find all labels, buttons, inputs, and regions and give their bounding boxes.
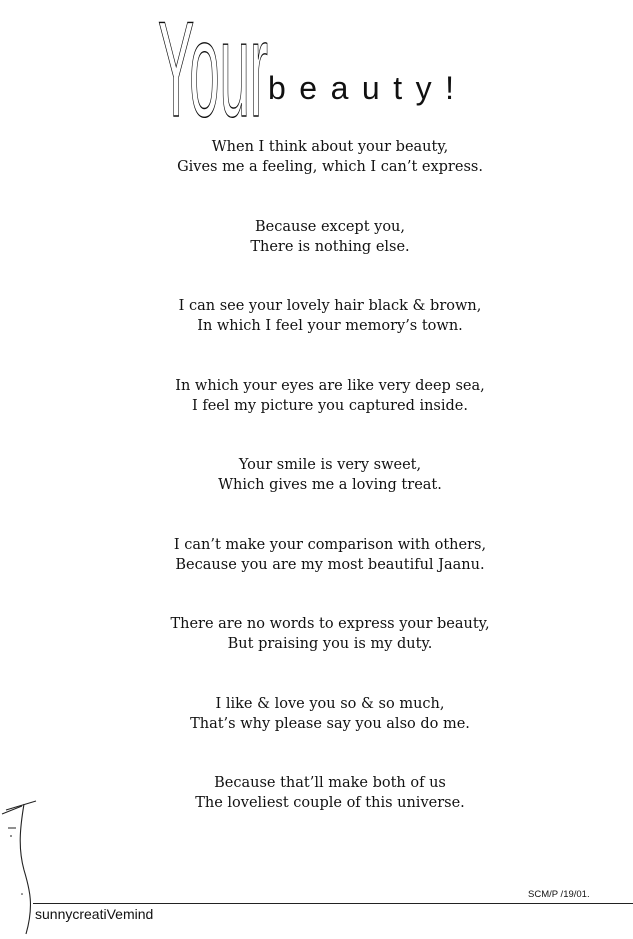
poem-line: Because you are my most beautiful Jaanu. [175, 556, 485, 573]
document-code: SCM/P /19/01. [528, 889, 590, 900]
stanza [0, 137, 633, 177]
footer-divider [33, 903, 633, 904]
poem-line: In which your eyes are like very deep sea, [175, 377, 485, 394]
poem-line: In which I feel your memory’s town. [197, 318, 463, 334]
poem-line: There is nothing else. [250, 238, 410, 255]
author-signature: sunnycreatiVemind [35, 906, 154, 922]
stanza [0, 614, 633, 654]
title-outlined-word [156, 2, 271, 120]
poem-line: I like & love you so & so much, [215, 695, 445, 712]
poem-line: I can’t make your comparison with others, [173, 536, 487, 553]
stanza [0, 455, 633, 495]
poem-line: But praising you is my duty. [227, 636, 433, 652]
poem-line: Which gives me a loving treat. [218, 477, 442, 493]
stanza [0, 217, 633, 257]
stanza [0, 773, 633, 813]
poem-line: There are no words to express your beauty, [170, 616, 490, 632]
poem-line: Your smile is very sweet, [238, 457, 422, 473]
title-your: Your [158, 2, 268, 120]
stanza [0, 296, 633, 336]
stanza [0, 535, 633, 575]
stanza [0, 376, 633, 416]
poem-line: Because that’ll make both of us [214, 775, 446, 791]
poem-line: That’s why please say you also do me. [190, 715, 470, 732]
poem-line: Gives me a feeling, which I can’t express. [177, 159, 483, 175]
poem [0, 137, 633, 853]
poem-line: I can see your lovely hair black & brown, [178, 298, 482, 314]
poem-line: The loveliest couple of this universe. [195, 795, 465, 811]
title-beauty: beauty! [268, 70, 468, 106]
stanza [0, 694, 633, 734]
poem-line: Because except you, [254, 218, 406, 235]
poem-line: I feel my picture you captured inside. [191, 397, 468, 414]
poem-line: When I think about your beauty, [211, 139, 449, 155]
